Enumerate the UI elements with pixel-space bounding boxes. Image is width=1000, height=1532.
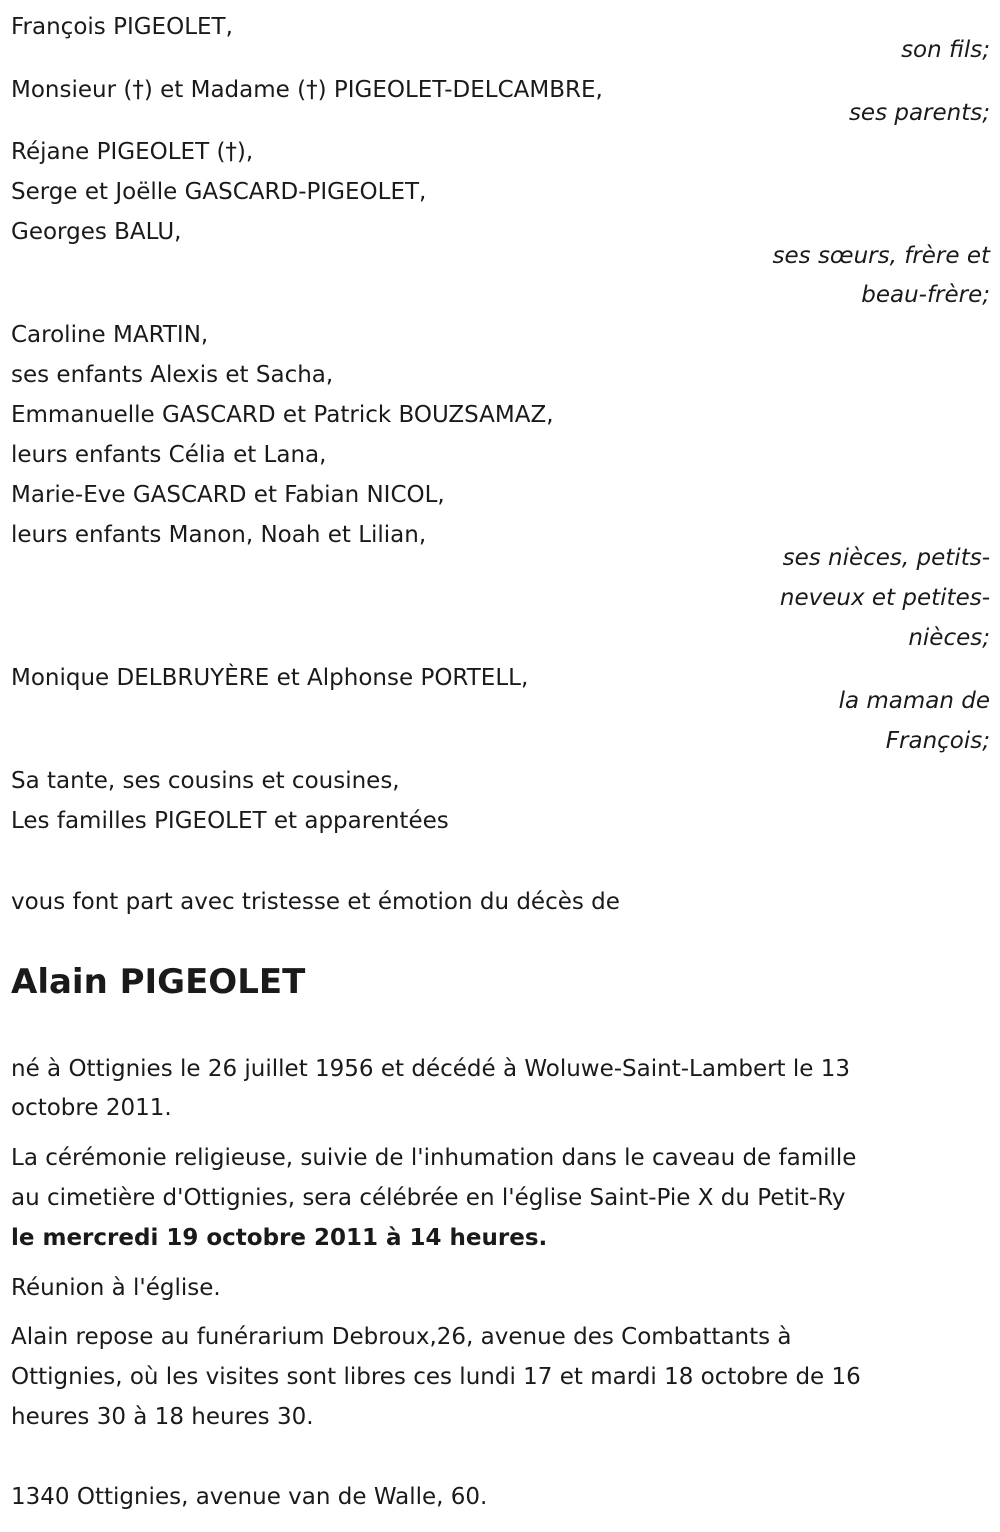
ceremony-line: au cimetière d'Ottignies, sera célébrée en l'église Saint-Pie X du Petit-Ry <box>11 1185 846 1211</box>
ceremony-date: le mercredi 19 octobre 2011 à 14 heures. <box>11 1225 548 1251</box>
address: 1340 Ottignies, avenue van de Walle, 60. <box>11 1484 488 1510</box>
family-name-line: Sa tante, ses cousins et cousines, <box>11 768 400 794</box>
family-name-line: leurs enfants Célia et Lana, <box>11 442 327 468</box>
relation-label: son fils; <box>901 37 990 63</box>
family-name-line: Caroline MARTIN, <box>11 322 209 348</box>
family-name-line: Serge et Joëlle GASCARD-PIGEOLET, <box>11 179 427 205</box>
relation-label: neveux et petites- <box>779 585 990 611</box>
visits-line: heures 30 à 18 heures 30. <box>11 1404 314 1430</box>
family-name-line: Monique DELBRUYÈRE et Alphonse PORTELL, <box>11 665 529 691</box>
family-name-line: ses enfants Alexis et Sacha, <box>11 362 334 388</box>
relation-label: François; <box>885 728 990 754</box>
deceased-name: Alain PIGEOLET <box>11 962 306 1002</box>
family-name-line: Marie-Eve GASCARD et Fabian NICOL, <box>11 482 445 508</box>
relation-label: ses nièces, petits- <box>782 545 990 571</box>
birth-death-line: né à Ottignies le 26 juillet 1956 et décédé à Woluwe-Saint-Lambert le 13 <box>11 1056 851 1082</box>
ceremony-line: La cérémonie religieuse, suivie de l'inhumation dans le caveau de famille <box>11 1145 857 1171</box>
meeting-text: Réunion à l'église. <box>11 1275 221 1301</box>
birth-death-line: octobre 2011. <box>11 1095 172 1121</box>
family-name-line: Réjane PIGEOLET (†), <box>11 139 254 165</box>
announcement-text: vous font part avec tristesse et émotion du décès de <box>11 889 620 915</box>
family-name-line: Les familles PIGEOLET et apparentées <box>11 808 449 834</box>
family-name-line: Georges BALU, <box>11 219 182 245</box>
relation-label: nièces; <box>908 625 990 651</box>
relation-label: beau-frère; <box>861 282 990 308</box>
relation-label: ses sœurs, frère et <box>772 243 990 269</box>
family-name-line: François PIGEOLET, <box>11 14 233 40</box>
family-name-line: leurs enfants Manon, Noah et Lilian, <box>11 522 427 548</box>
visits-line: Alain repose au funérarium Debroux,26, avenue des Combattants à <box>11 1324 792 1350</box>
relation-label: ses parents; <box>848 100 990 126</box>
visits-line: Ottignies, où les visites sont libres ces lundi 17 et mardi 18 octobre de 16 <box>11 1364 861 1390</box>
family-name-line: Emmanuelle GASCARD et Patrick BOUZSAMAZ, <box>11 402 554 428</box>
family-name-line: Monsieur (†) et Madame (†) PIGEOLET-DELCAMBRE, <box>11 77 603 103</box>
relation-label: la maman de <box>838 688 990 714</box>
